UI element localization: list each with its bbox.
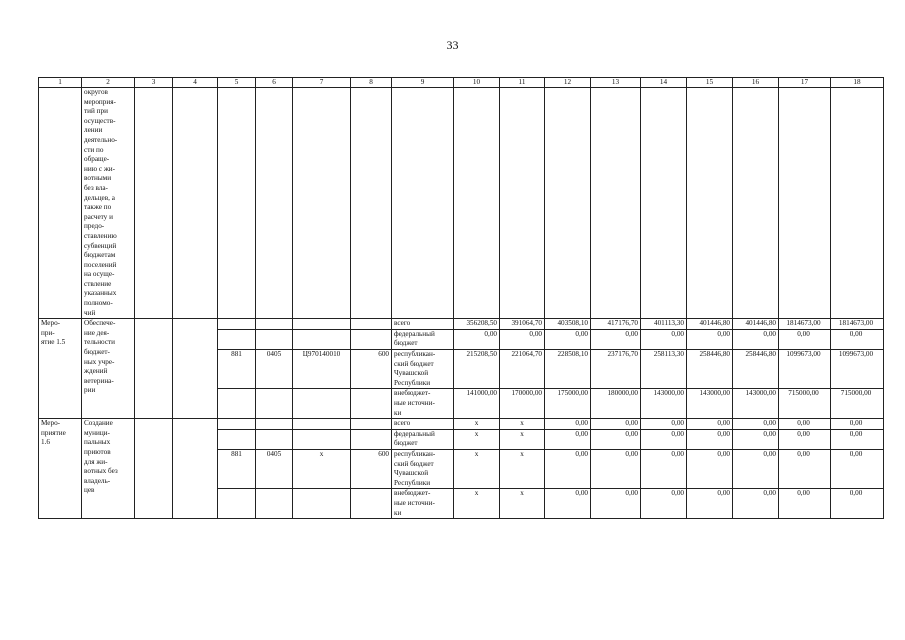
value-cell: 0,00 — [591, 329, 641, 349]
value-cell: 0,00 — [641, 489, 687, 519]
cell-line: пальных — [84, 438, 111, 447]
cell-line: федеральный — [394, 329, 435, 338]
value-cell: 258446,80 — [733, 350, 779, 389]
value-cell: 228508,10 — [545, 350, 591, 389]
cell-line: всего — [394, 419, 411, 428]
funding-source — [392, 449, 454, 488]
value-cell: 0,00 — [733, 429, 779, 449]
cell-line: владель- — [84, 476, 111, 485]
value-cell: 170000,00 — [500, 389, 545, 419]
funding-source — [392, 319, 454, 330]
page-number: 33 — [446, 38, 459, 52]
code-cell — [351, 419, 392, 430]
cell-line: также по — [84, 203, 112, 212]
value-cell: x — [454, 449, 500, 488]
empty-cell — [135, 419, 173, 519]
code-cell — [256, 489, 293, 519]
empty-cell — [392, 88, 454, 319]
value-cell: x — [500, 489, 545, 519]
value-cell: 0,00 — [545, 489, 591, 519]
column-number-9: 9 — [392, 78, 454, 88]
value-cell: 0,00 — [733, 329, 779, 349]
cell-line: рии — [84, 386, 96, 395]
cell-line: указанных — [84, 289, 117, 298]
code-cell — [351, 329, 392, 349]
code-cell: 881 — [218, 350, 256, 389]
code-cell — [293, 489, 351, 519]
empty-cell — [779, 88, 831, 319]
value-cell: 175000,00 — [545, 389, 591, 419]
empty-cell — [256, 88, 293, 319]
value-cell: x — [500, 429, 545, 449]
code-cell — [293, 319, 351, 330]
column-number-6: 6 — [256, 78, 293, 88]
value-cell: x — [454, 419, 500, 430]
value-cell: 715000,00 — [831, 389, 884, 419]
empty-cell — [454, 88, 500, 319]
cell-line: нию с жи- — [84, 164, 116, 173]
value-cell: 0,00 — [779, 429, 831, 449]
cell-line: ки — [394, 508, 402, 517]
value-cell: 1814673,00 — [779, 319, 831, 330]
code-cell — [293, 389, 351, 419]
empty-cell — [733, 88, 779, 319]
empty-cell — [545, 88, 591, 319]
value-cell: 1099673,00 — [831, 350, 884, 389]
cell-line: расчету и — [84, 212, 113, 221]
value-cell: 0,00 — [687, 429, 733, 449]
cell-line: округов — [84, 88, 108, 96]
cell-line: при- — [41, 328, 55, 337]
cell-line: поселений — [84, 260, 117, 269]
value-cell: 0,00 — [545, 429, 591, 449]
cell-line: ствление — [84, 279, 112, 288]
cell-line: для жи- — [84, 457, 108, 466]
value-cell: 0,00 — [687, 329, 733, 349]
empty-cell — [591, 88, 641, 319]
code-cell — [293, 429, 351, 449]
empty-cell — [351, 88, 392, 319]
cell-line: дельцев, а — [84, 193, 115, 202]
cell-line: Меро- — [41, 419, 61, 428]
value-cell: 0,00 — [545, 419, 591, 430]
column-number-4: 4 — [173, 78, 218, 88]
cell-line: Обеспече- — [84, 319, 116, 328]
cell-line: ных учре- — [84, 357, 115, 366]
cell-line: ставлению — [84, 231, 117, 240]
cell-line: лении — [84, 126, 103, 135]
budget-table — [38, 77, 884, 519]
column-number-1: 1 — [39, 78, 82, 88]
cell-line: 1.6 — [41, 438, 50, 447]
value-cell: 356208,50 — [454, 319, 500, 330]
value-cell: 215208,50 — [454, 350, 500, 389]
value-cell: 0,00 — [641, 449, 687, 488]
value-cell: 258446,80 — [687, 350, 733, 389]
value-cell: 401446,80 — [687, 319, 733, 330]
code-cell: 0405 — [256, 350, 293, 389]
funding-source — [392, 419, 454, 430]
code-cell: 881 — [218, 449, 256, 488]
measure-id — [39, 319, 82, 419]
value-cell: 237176,70 — [591, 350, 641, 389]
column-number-5: 5 — [218, 78, 256, 88]
code-cell — [293, 419, 351, 430]
cell-line: полномо- — [84, 299, 113, 308]
code-cell — [218, 419, 256, 430]
cell-line: бюджет — [394, 439, 418, 448]
cell-line: без вла- — [84, 183, 108, 192]
value-cell: 0,00 — [687, 449, 733, 488]
empty-cell — [831, 88, 884, 319]
value-cell: 141000,00 — [454, 389, 500, 419]
cell-line: Республики — [394, 378, 431, 387]
cell-line: Республики — [394, 478, 431, 487]
cell-line: ки — [394, 408, 402, 417]
value-cell: 0,00 — [500, 329, 545, 349]
cell-line: чий — [84, 308, 96, 317]
code-cell — [218, 329, 256, 349]
cell-line: ветерина- — [84, 376, 114, 385]
code-cell — [351, 429, 392, 449]
code-cell — [218, 489, 256, 519]
code-cell — [218, 319, 256, 330]
empty-cell — [687, 88, 733, 319]
code-cell — [351, 489, 392, 519]
value-cell: 1814673,00 — [831, 319, 884, 330]
cell-line: ные источни- — [394, 399, 435, 407]
empty-cell — [135, 319, 173, 419]
cell-line: Чувашской — [394, 369, 429, 378]
value-cell: 0,00 — [831, 419, 884, 430]
value-cell: 0,00 — [831, 489, 884, 519]
empty-cell — [218, 88, 256, 319]
cell-line: внебюджет- — [394, 389, 431, 398]
cell-line: ние дея- — [84, 328, 110, 337]
empty-cell — [173, 419, 218, 519]
value-cell: x — [454, 429, 500, 449]
cell-line: сти по — [84, 145, 104, 154]
funding-source — [392, 329, 454, 349]
funding-source — [392, 350, 454, 389]
value-cell: 0,00 — [641, 329, 687, 349]
cell-line: ждений — [84, 367, 108, 376]
code-cell — [256, 429, 293, 449]
code-cell — [293, 329, 351, 349]
cell-line: ные источни- — [394, 498, 435, 507]
value-cell: 0,00 — [545, 329, 591, 349]
code-cell: x — [293, 449, 351, 488]
empty-cell — [135, 88, 173, 319]
cell-line: тельности — [84, 338, 115, 347]
column-number-15: 15 — [687, 78, 733, 88]
continuation-row — [39, 88, 884, 319]
column-number-13: 13 — [591, 78, 641, 88]
value-cell: x — [500, 449, 545, 488]
cell-line: муници- — [84, 428, 110, 437]
code-cell — [256, 329, 293, 349]
cell-line: федеральный — [394, 429, 435, 438]
measure-id — [39, 419, 82, 519]
value-cell: 0,00 — [831, 449, 884, 488]
column-number-12: 12 — [545, 78, 591, 88]
value-cell: 1099673,00 — [779, 350, 831, 389]
cell-line: приятие — [41, 428, 66, 437]
header-row — [39, 78, 884, 88]
value-cell: 715000,00 — [779, 389, 831, 419]
value-cell: 391064,70 — [500, 319, 545, 330]
code-cell — [218, 429, 256, 449]
column-number-3: 3 — [135, 78, 173, 88]
table-row — [39, 319, 884, 330]
cell-line: вотных без — [84, 467, 118, 476]
value-cell: 0,00 — [591, 419, 641, 430]
value-cell: 0,00 — [779, 419, 831, 430]
cell-line: на осуще- — [84, 270, 115, 279]
value-cell: 0,00 — [591, 489, 641, 519]
value-cell: 0,00 — [779, 329, 831, 349]
cell-line: вотными — [84, 174, 112, 183]
value-cell: 0,00 — [779, 449, 831, 488]
cell-line: субвенций — [84, 241, 117, 250]
value-cell: 401446,80 — [733, 319, 779, 330]
value-cell: 0,00 — [733, 489, 779, 519]
value-cell: 403508,10 — [545, 319, 591, 330]
value-cell: 0,00 — [545, 449, 591, 488]
code-cell — [351, 389, 392, 419]
funding-source — [392, 489, 454, 519]
cell-line: всего — [394, 319, 411, 328]
cell-line: бюджет — [394, 339, 418, 348]
value-cell: 143000,00 — [687, 389, 733, 419]
column-number-14: 14 — [641, 78, 687, 88]
value-cell: 0,00 — [591, 429, 641, 449]
value-cell: 0,00 — [641, 419, 687, 430]
cell-line: Чувашской — [394, 469, 429, 478]
cell-line: ский бюджет — [394, 359, 434, 368]
value-cell: 258113,30 — [641, 350, 687, 389]
value-cell: 143000,00 — [641, 389, 687, 419]
cell-line: республикан- — [394, 350, 436, 359]
measure-title — [82, 419, 135, 519]
value-cell: 221064,70 — [500, 350, 545, 389]
code-cell — [256, 419, 293, 430]
column-number-10: 10 — [454, 78, 500, 88]
code-cell: 600 — [351, 350, 392, 389]
value-cell: 0,00 — [733, 419, 779, 430]
value-cell: 401113,30 — [641, 319, 687, 330]
funding-source — [392, 429, 454, 449]
code-cell — [256, 389, 293, 419]
empty-cell — [293, 88, 351, 319]
code-cell — [256, 319, 293, 330]
value-cell: 0,00 — [831, 329, 884, 349]
column-number-2: 2 — [82, 78, 135, 88]
column-number-8: 8 — [351, 78, 392, 88]
value-cell: 0,00 — [591, 449, 641, 488]
empty-cell — [39, 88, 82, 319]
code-cell: 0405 — [256, 449, 293, 488]
cell-line: бюджетам — [84, 251, 116, 260]
value-cell: 0,00 — [733, 449, 779, 488]
cell-line: приютов — [84, 447, 111, 456]
column-number-18: 18 — [831, 78, 884, 88]
cell-line: тий при — [84, 107, 108, 116]
cell-line: предо- — [84, 222, 105, 231]
value-cell: x — [454, 489, 500, 519]
continued-title — [82, 88, 135, 319]
funding-source — [392, 389, 454, 419]
empty-cell — [173, 88, 218, 319]
cell-line: ский бюджет — [394, 459, 434, 468]
column-number-11: 11 — [500, 78, 545, 88]
cell-line: ятие 1.5 — [41, 338, 66, 347]
value-cell: 0,00 — [687, 489, 733, 519]
empty-cell — [173, 319, 218, 419]
value-cell: 0,00 — [687, 419, 733, 430]
cell-line: мероприя- — [84, 97, 116, 106]
cell-line: цев — [84, 486, 95, 495]
measure-title — [82, 319, 135, 419]
cell-line: деятельно- — [84, 135, 118, 144]
value-cell: x — [500, 419, 545, 430]
empty-cell — [500, 88, 545, 319]
value-cell: 180000,00 — [591, 389, 641, 419]
cell-line: Создание — [84, 419, 113, 428]
code-cell — [351, 319, 392, 330]
cell-line: осуществ- — [84, 116, 116, 125]
code-cell — [218, 389, 256, 419]
cell-line: внебюджет- — [394, 489, 431, 498]
cell-line: Меро- — [41, 319, 61, 328]
value-cell: 417176,70 — [591, 319, 641, 330]
column-number-17: 17 — [779, 78, 831, 88]
table-row — [39, 419, 884, 430]
cell-line: республикан- — [394, 449, 436, 458]
empty-cell — [641, 88, 687, 319]
column-number-16: 16 — [733, 78, 779, 88]
value-cell: 143000,00 — [733, 389, 779, 419]
cell-line: бюджет- — [84, 348, 110, 357]
code-cell: 600 — [351, 449, 392, 488]
value-cell: 0,00 — [454, 329, 500, 349]
value-cell: 0,00 — [779, 489, 831, 519]
column-number-7: 7 — [293, 78, 351, 88]
cell-line: обраще- — [84, 155, 110, 164]
value-cell: 0,00 — [831, 429, 884, 449]
code-cell: Ц970140010 — [293, 350, 351, 389]
value-cell: 0,00 — [641, 429, 687, 449]
